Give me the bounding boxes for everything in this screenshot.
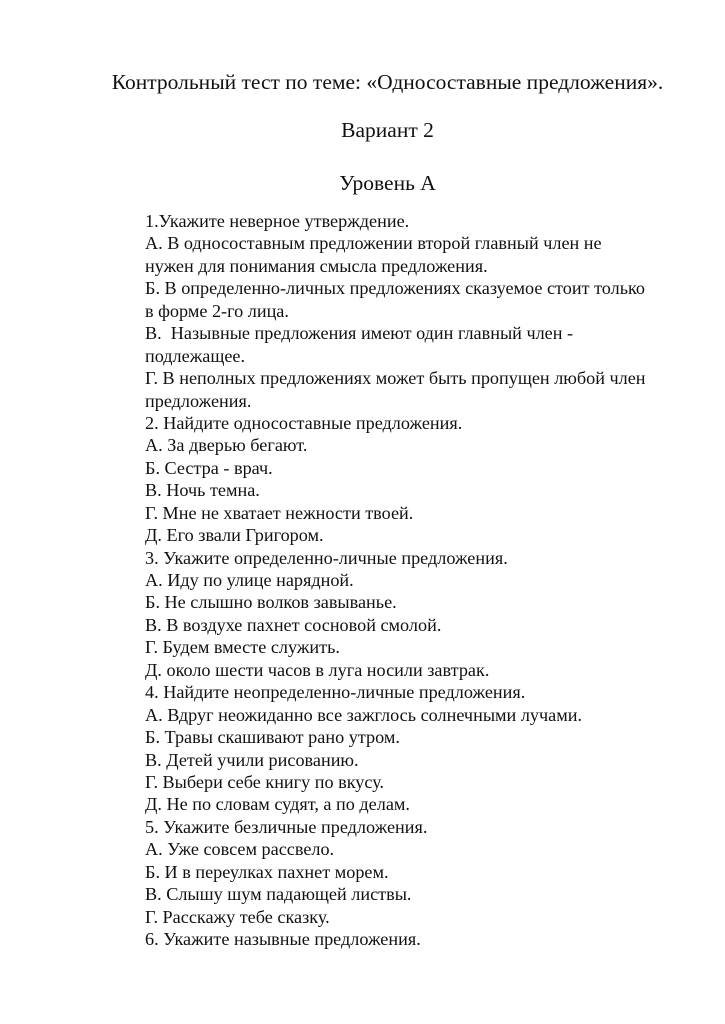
text-line: Б. Не слышно волков завыванье. [145, 592, 397, 613]
text-line: В. Слышу шум падающей листвы. [145, 884, 412, 905]
text-line: в форме 2-го лица. [145, 300, 289, 321]
text-line: А. В односоставным предложении второй главный член не [145, 233, 602, 254]
level-heading: Уровень А [339, 171, 436, 195]
text-line: Б. Травы скашивают рано утром. [145, 727, 400, 748]
text-line: Г. Будем вместе служить. [145, 637, 340, 658]
text-line: А. Уже совсем рассвело. [145, 839, 335, 860]
text-line: 4. Найдите неопределенно-личные предложения. [145, 682, 526, 703]
text-line: 5. Укажите безличные предложения. [145, 816, 428, 837]
text-line: 2. Найдите односоставные предложения. [145, 412, 463, 433]
text-line: Г. Выбери себе книгу по вкусу. [145, 771, 385, 792]
text-line: Г. Расскажу тебе сказку. [145, 906, 330, 927]
text-line: Г. В неполных предложениях может быть пропущен любой член [145, 368, 646, 389]
text-line: 6. Укажите назывные предложения. [145, 929, 421, 949]
text-line: предложения. [145, 390, 252, 411]
text-line: подлежащее. [145, 345, 246, 366]
variant-heading: Вариант 2 [341, 118, 434, 142]
text-line: Д. около шести часов в луга носили завтрак. [145, 659, 490, 680]
text-line: А. Вдруг неожиданно все зажглось солнечными лучами. [145, 704, 583, 725]
text-line: Д. Не по словам судят, а по делам. [145, 794, 410, 815]
test-body [145, 210, 646, 950]
text-line: А. Иду по улице нарядной. [145, 570, 354, 590]
text-line: В. Детей учили рисованию. [145, 749, 359, 770]
text-line: Г. Мне не хватает нежности твоей. [145, 502, 414, 523]
text-line: Б. В определенно-личных предложениях сказуемое стоит только [145, 278, 646, 299]
text-line: нужен для понимания смысла предложения. [145, 255, 488, 276]
text-line: Д. Его звали Григором. [145, 525, 324, 546]
text-line: В. Ночь темна. [145, 480, 260, 501]
text-line: Б. Сестра - врач. [145, 457, 273, 478]
text-line: В. Назывные предложения имеют один главный член - [145, 323, 574, 344]
document-title: Контрольный тест по теме: «Односоставные предложения». [111, 70, 664, 94]
text-line: Б. И в переулках пахнет морем. [145, 861, 389, 882]
text-line: 1.Укажите неверное утверждение. [145, 211, 410, 231]
text-line: А. За дверью бегают. [145, 435, 308, 456]
text-line: В. В воздухе пахнет сосновой смолой. [145, 614, 442, 635]
text-line: 3. Укажите определенно-личные предложения. [145, 547, 508, 568]
